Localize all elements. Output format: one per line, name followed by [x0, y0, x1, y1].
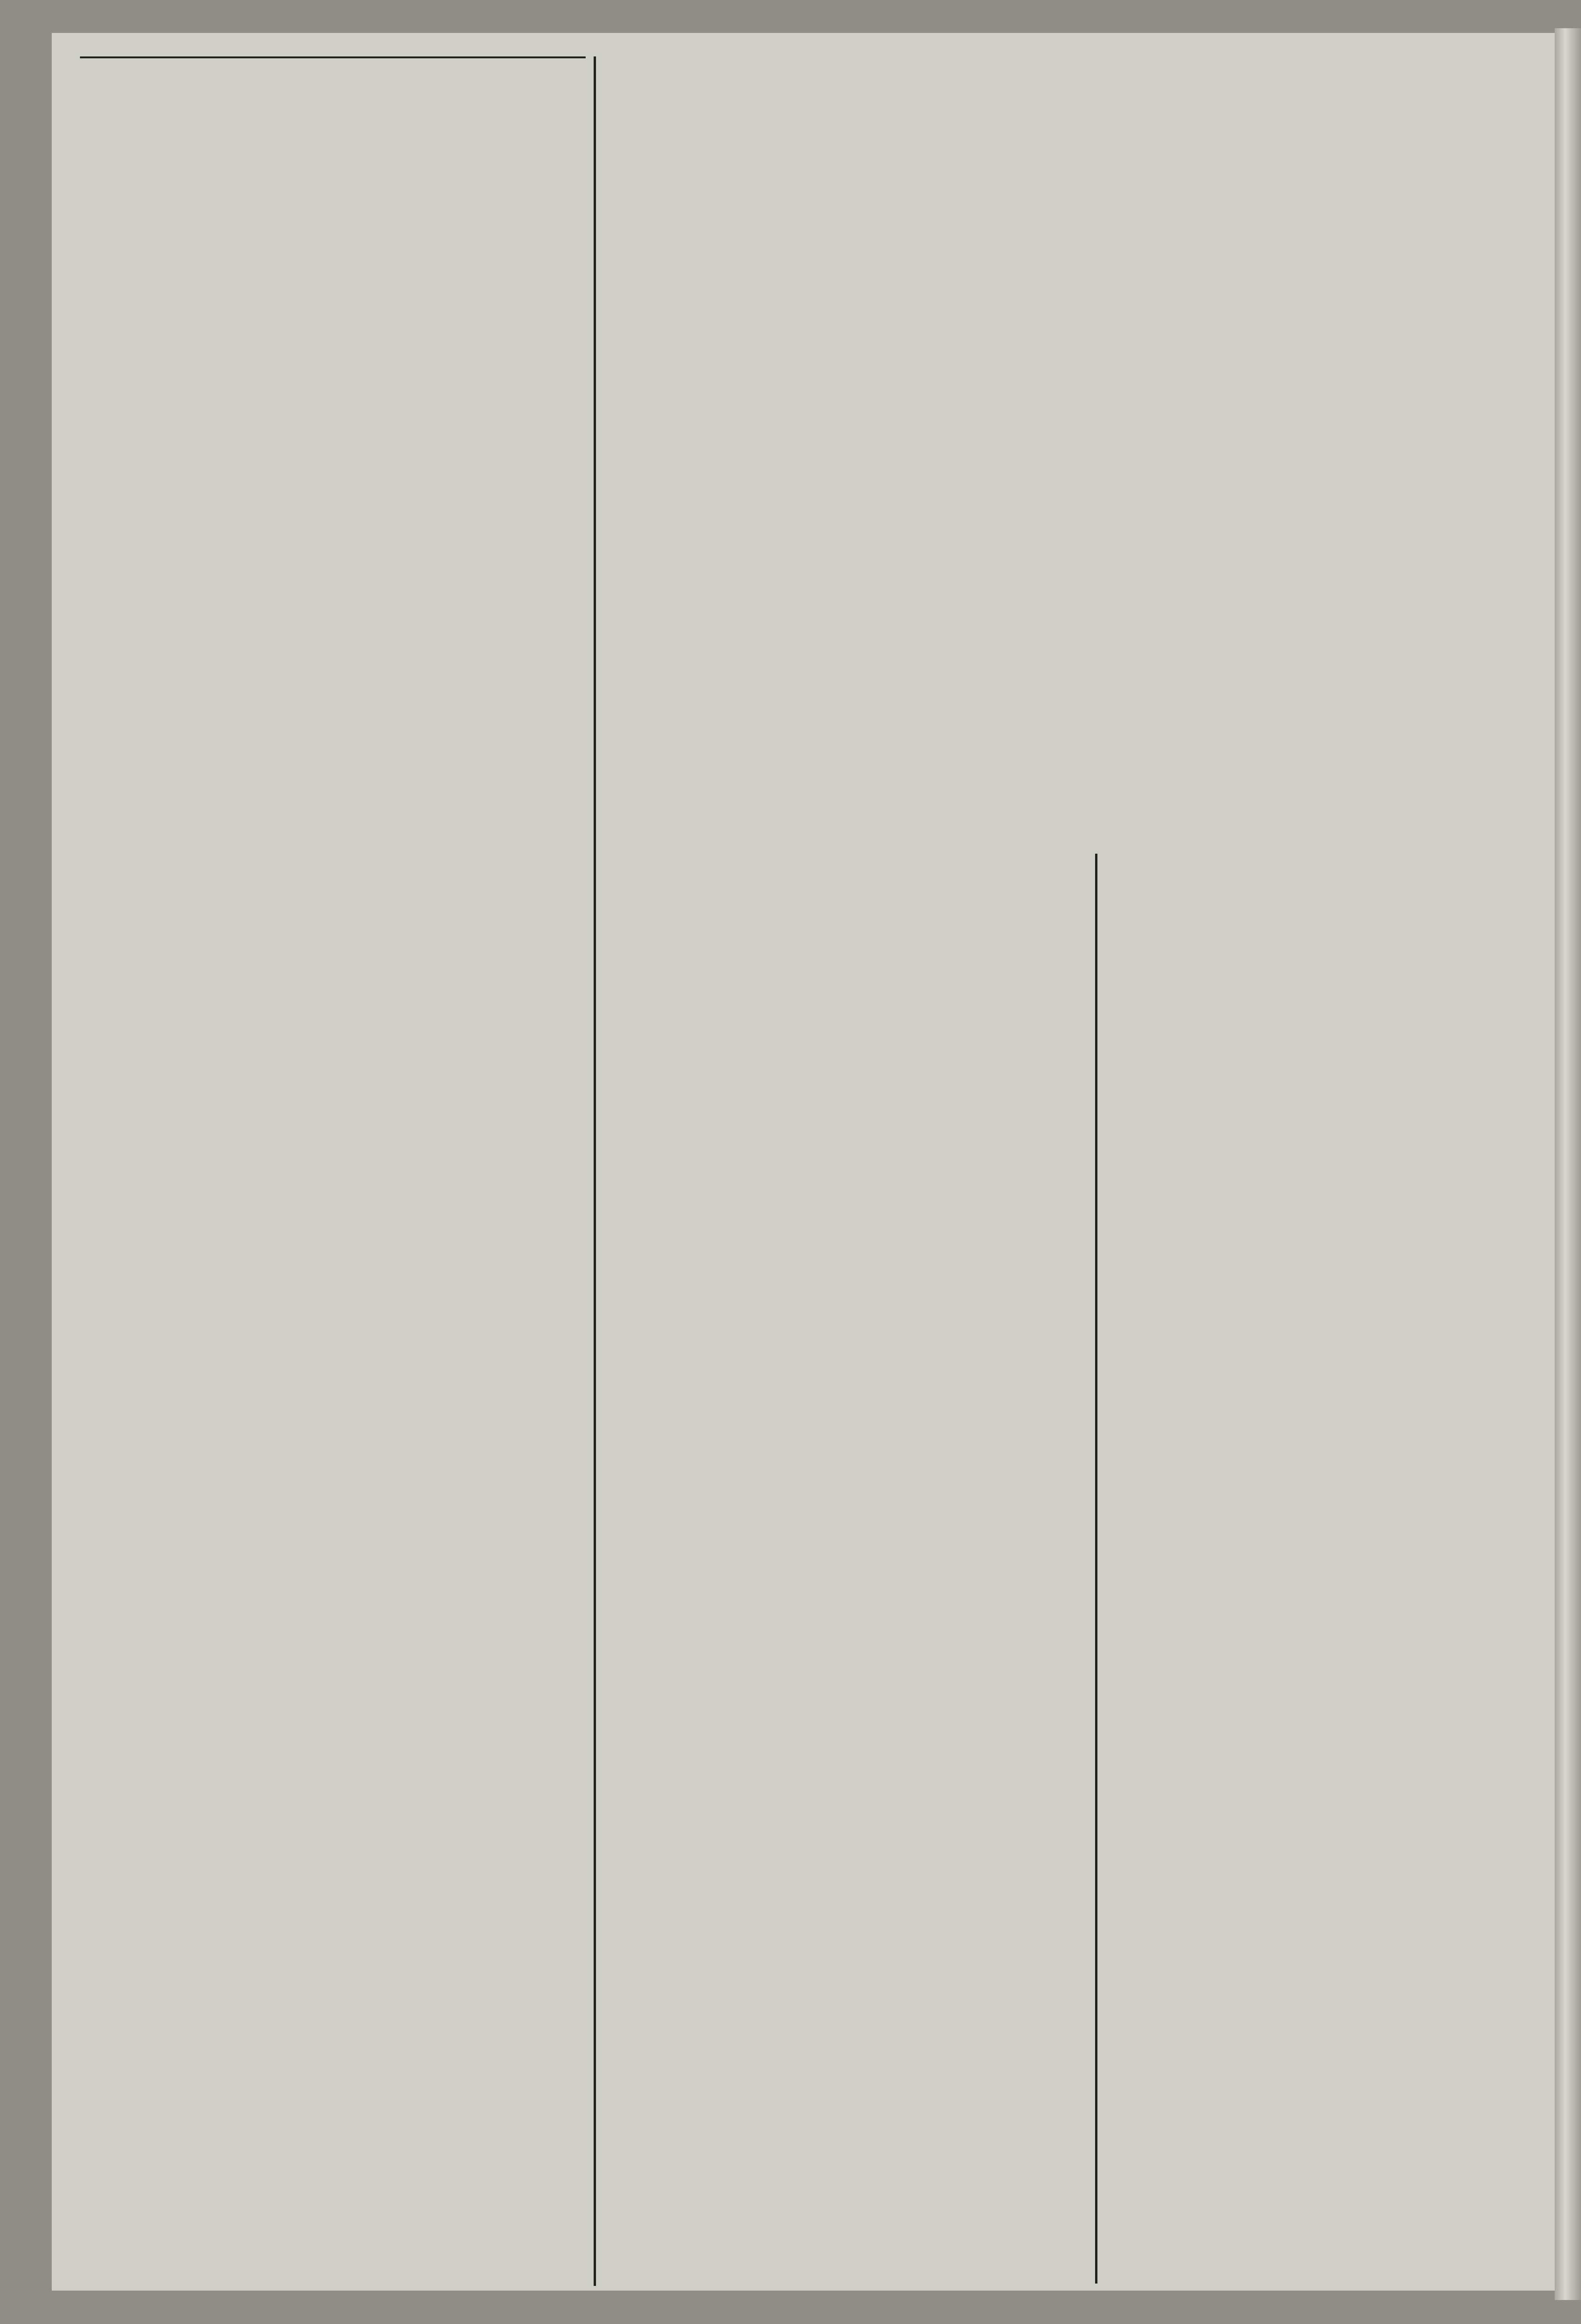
column-rule-right [1095, 854, 1097, 2284]
newspaper-page [52, 33, 1557, 2291]
column-rule-left [594, 56, 596, 2286]
page-edge [1555, 28, 1581, 2300]
ad-divider [80, 56, 586, 58]
column-left [80, 52, 586, 63]
